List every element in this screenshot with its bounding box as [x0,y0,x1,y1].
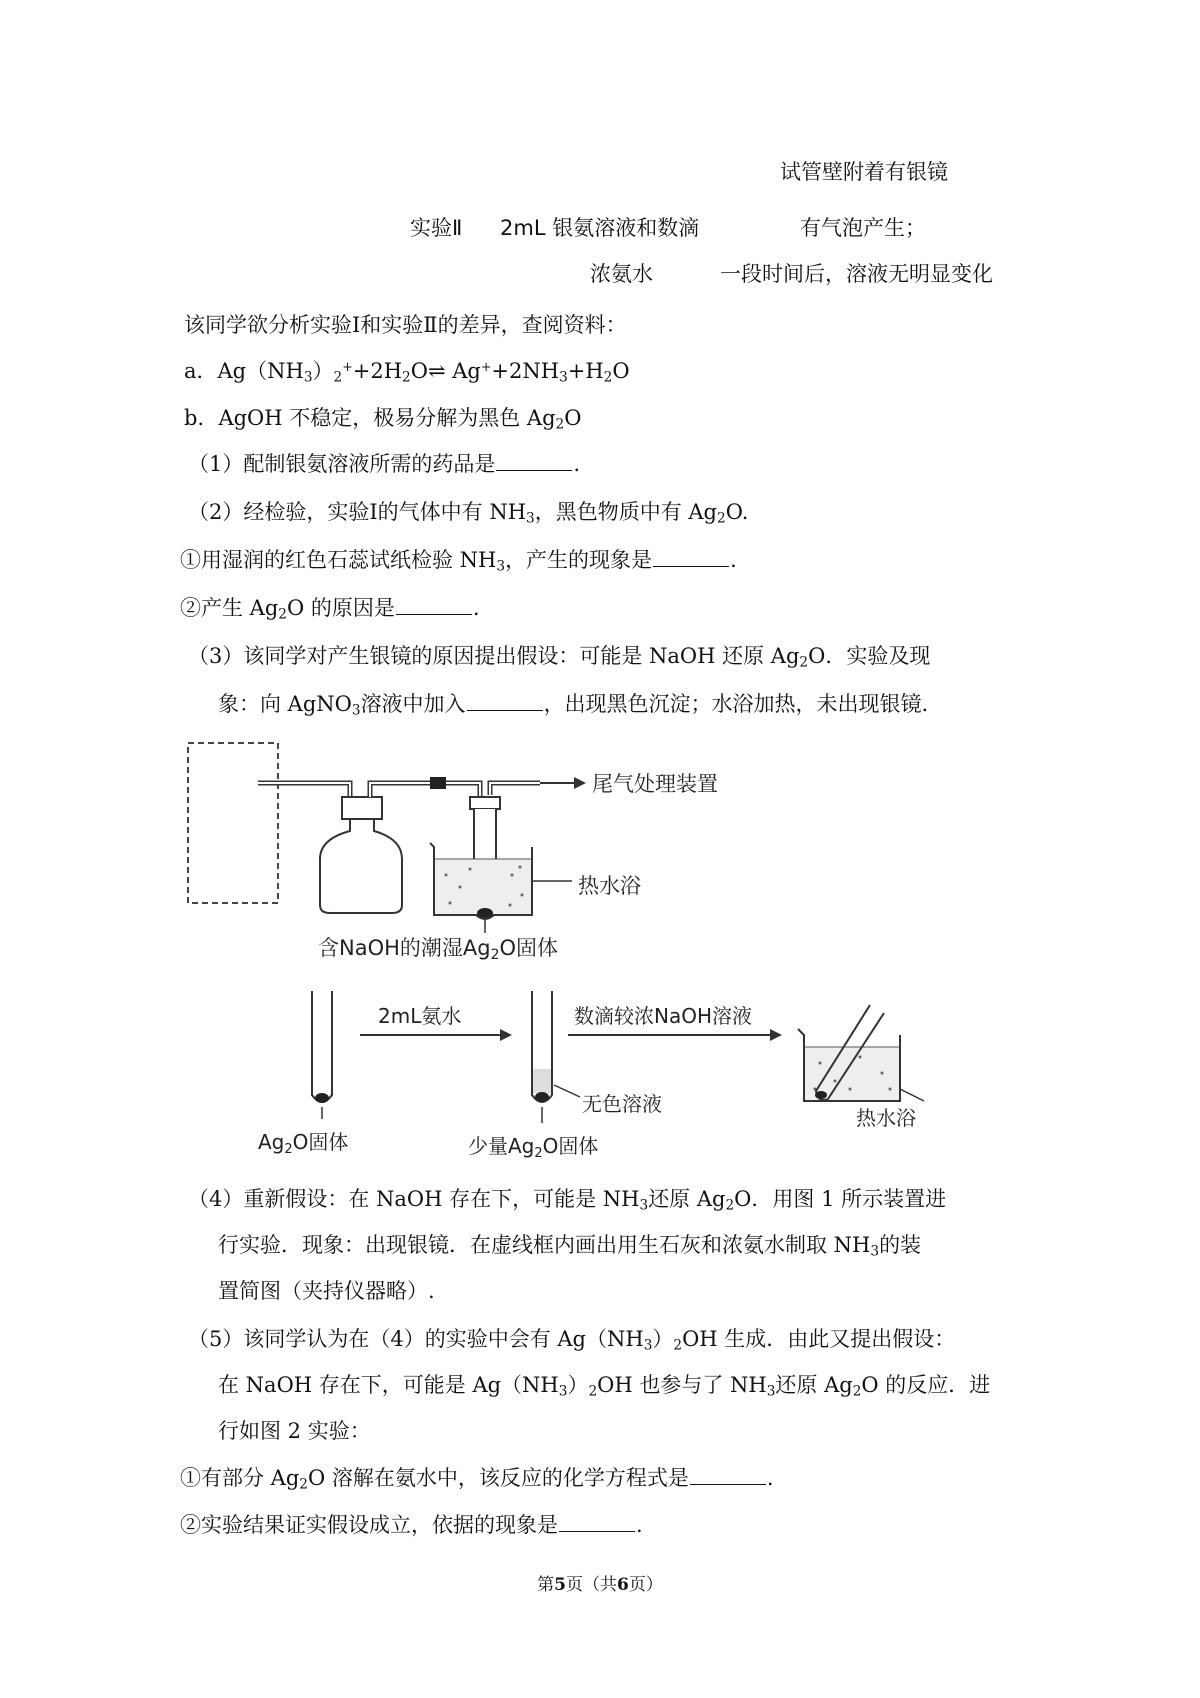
exp2-name: 实验Ⅱ [410,216,463,240]
answer-blank[interactable] [559,1513,635,1532]
exp2-reagent-cont: 浓氨水 [590,262,653,286]
label-ammonia: 2mL氨水 [378,1004,462,1028]
label-hot-water-bath: 热水浴 [578,874,641,898]
info-b: b．AgOH 不稳定，极易分解为黑色 $Ag_2O$ [184,406,582,433]
question-2-stem: （2）经检验，实验Ⅰ的气体中有 $NH_3$，黑色物质中有 $Ag_2O$. [188,500,749,527]
test-tube-2 [532,991,552,1102]
figure-1-apparatus [180,735,800,965]
question-5-line-1: （5）该同学认为在（4）的实验中会有 $Ag(NH_3)_2OH$ 生成．由此又提出假设： [188,1327,956,1354]
answer-blank[interactable] [396,596,472,615]
intro-text: 该同学欲分析实验Ⅰ和实验Ⅱ的差异，查阅资料： [184,313,627,337]
answer-blank[interactable] [467,692,543,711]
figure-2-procedure [210,985,990,1165]
info-a: a．$Ag(NH_3)_2^++2H_2O\rightleftharpoons$ $Ag^++2NH_3+H_2O$ [184,359,630,386]
test-tube-1 [312,991,332,1103]
exp2-observation-2: 一段时间后，溶液无明显变化 [720,262,993,286]
question-4-line-1: （4）重新假设：在 NaOH 存在下，可能是 $NH_3$还原 $Ag_2O$．用图 1 所示装置进 [188,1187,947,1214]
question-3-line-2: 象：向 AgNO$_3$溶液中加入 ，出现黑色沉淀；水浴加热，未出现银镜. [218,692,929,719]
label-exhaust: 尾气处理装置 [592,772,718,796]
label-colorless-solution: 无色溶液 [582,1092,662,1116]
answer-blank[interactable] [690,1466,766,1485]
exp2-observation-1: 有气泡产生； [800,216,926,240]
question-1: （1）配制银氨溶液所需的药品是 . [188,452,581,476]
water-bath-beaker-2 [798,1005,900,1101]
wash-bottle [320,797,402,913]
answer-blank[interactable] [653,548,729,567]
label-ag2o-solid: 含NaOH的潮湿Ag2O固体 [318,936,559,963]
question-3-line-1: （3）该同学对产生银镜的原因提出假设：可能是 NaOH 还原 $Ag_2O$．实验及现 [188,644,931,671]
label-naoh: 数滴较浓NaOH溶液 [574,1004,752,1028]
question-5-sub-1: ①有部分 $Ag_2O$ 溶解在氨水中，该反应的化学方程式是 . [180,1466,774,1493]
question-2-sub-1: ①用湿润的红色石蕊试纸检验 $NH_3$，产生的现象是 . [180,548,737,575]
question-2-sub-2: ②产生 $Ag_2O$ 的原因是 . [180,596,480,623]
exp2-reagent: 2mL 银氨溶液和数滴 [500,216,700,240]
table-row-top-text: 试管壁附着有银镜 [780,160,948,184]
tube-connector [430,777,446,789]
question-4-line-2: 行实验．现象：出现银镜．在虚线框内画出用生石灰和浓氨水制取 $NH_3$的装 [218,1233,922,1260]
label-hot-water-bath-2: 热水浴 [856,1106,916,1130]
page-footer: 第5页（共6页） [537,1575,663,1595]
label-ag2o-solid-initial: $Ag_2O$固体 [258,1130,349,1157]
label-small-ag2o-solid: 少量$Ag_2O$固体 [468,1134,599,1161]
dashed-drawing-box[interactable] [188,743,278,903]
question-5-line-2: 在 NaOH 存在下，可能是 $Ag(NH_3)_2OH$ 也参与了 $NH_3$还原 $Ag_2O$ 的反应．进 [218,1373,991,1400]
question-5-sub-2: ②实验结果证实假设成立，依据的现象是 . [180,1513,643,1537]
question-4-line-3: 置简图（夹持仪器略）. [218,1279,435,1303]
question-5-line-3: 行如图 2 实验： [218,1419,371,1443]
answer-blank[interactable] [496,452,572,471]
